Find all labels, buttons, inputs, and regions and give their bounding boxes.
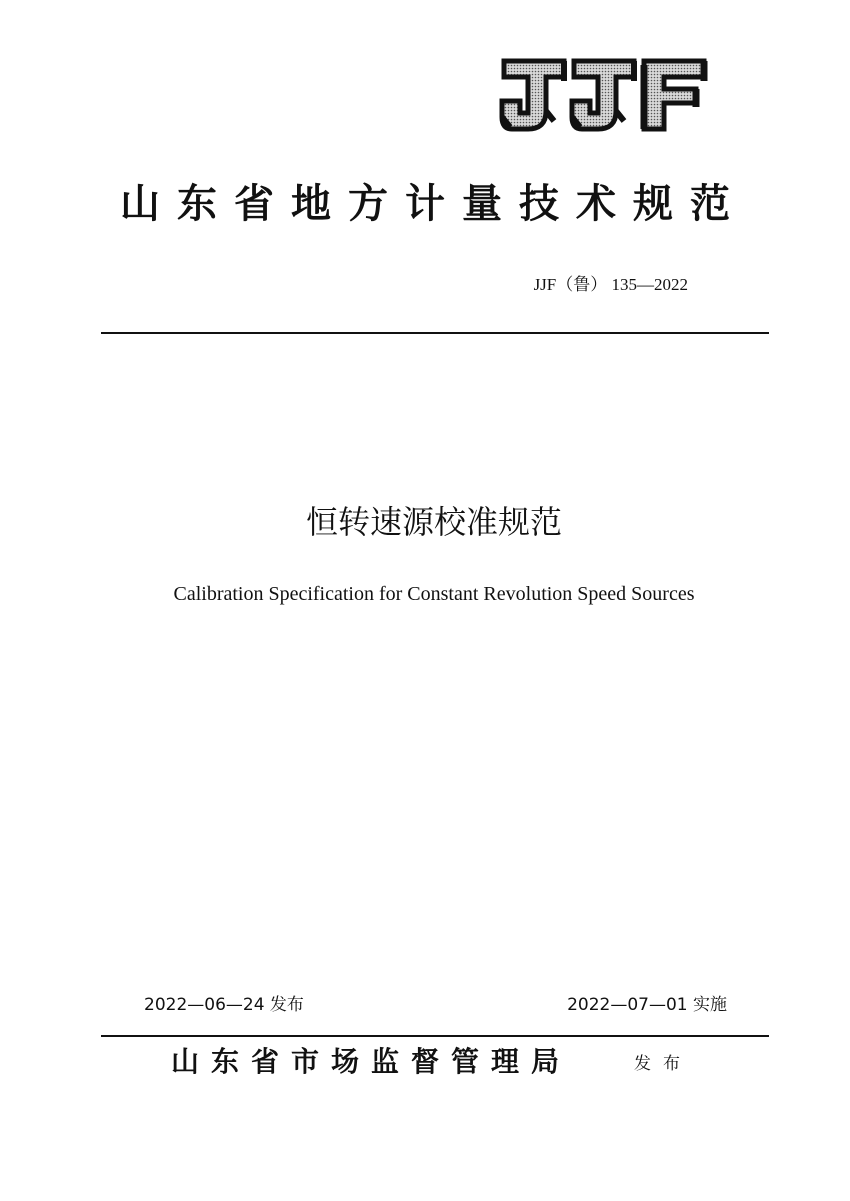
document-english-title: Calibration Specification for Constant Revolution Speed Sources	[173, 583, 695, 605]
logo-letter-f	[644, 61, 704, 129]
document-title: 恒转速源校准规范	[305, 503, 562, 541]
logo-letter-j-2	[572, 61, 634, 129]
publisher-name: 山东省市场监督管理局	[171, 1045, 572, 1078]
bottom-divider	[101, 1035, 769, 1037]
standard-number: JJF（鲁） 135—2022	[533, 275, 688, 294]
jjf-logo-icon	[498, 55, 708, 135]
jjf-logo-graphic	[498, 55, 708, 135]
top-divider	[101, 332, 769, 334]
implementation-date: 2022—07—01 实施	[567, 995, 727, 1015]
standard-series-title: 山东省地方计量技术规范	[120, 180, 747, 227]
issue-date: 2022—06—24 发布	[144, 995, 304, 1015]
publish-label: 发布	[634, 1054, 692, 1074]
logo-letter-j-1	[502, 61, 564, 129]
